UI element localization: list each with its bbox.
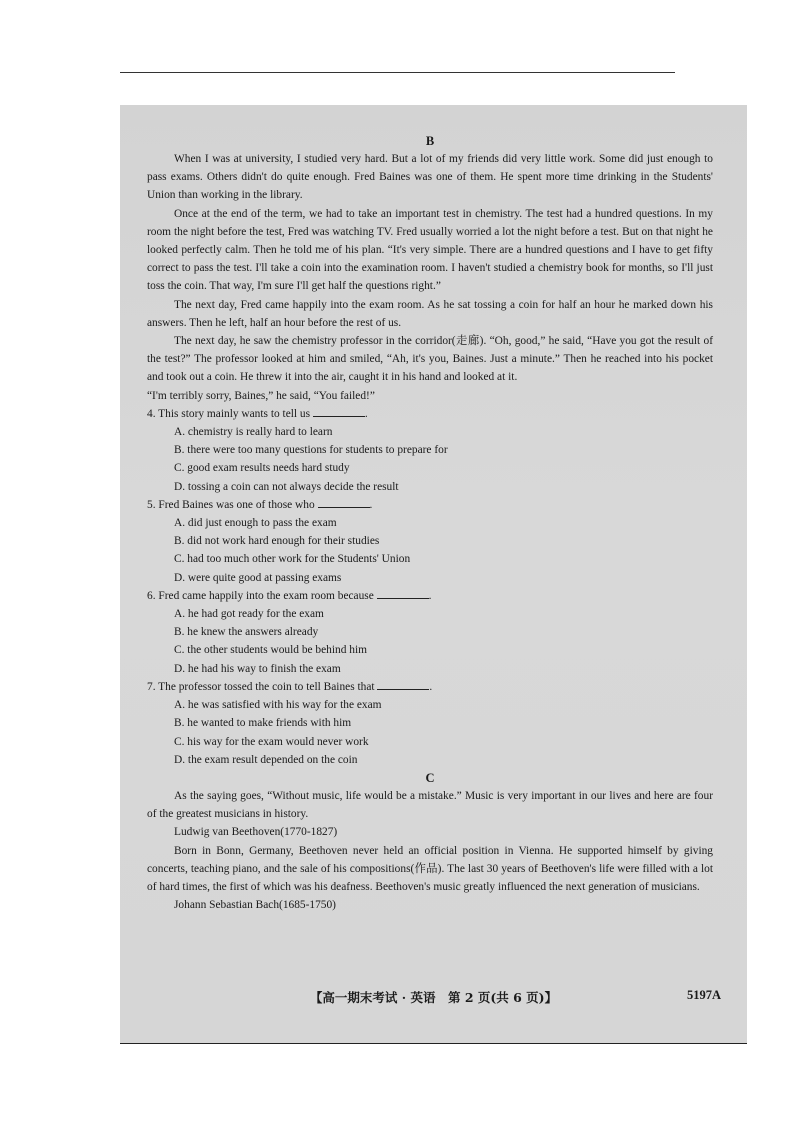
footer-paper-code: 5197A [686,988,721,1002]
section-b-heading: B [425,134,435,148]
passage-b-paragraph-1: When I was at university, I studied very hard. But a lot of my friends did very little work. Some did just enough to pass exams. Others didn't do quite enough. Fred Baines was one of them. He spent more time drinking in the Students' Union than working in the library. [147,153,713,202]
answer-blank [318,497,370,508]
page-footer [120,988,747,1008]
option-b: B. there were too many questions for students to prepare for [174,444,448,457]
passage-b-last-line: “I'm terribly sorry, Baines,” he said, “You failed!” [147,389,375,402]
option-d: D. were quite good at passing exams [174,571,342,584]
option-c: C. his way for the exam would never work [174,735,369,748]
musician-1-text: Born in Bonn, Germany, Beethoven never held an official position in Vienna. He supported himself by giving concerts, teaching piano, and the sale of his compositions(作品). The last 30 years of Beethoven's life were filled with a lot of hard times, the first of which was his deafness. Beethoven's music greatly influenced the next generation of musicians. [147,844,713,893]
option-a: A. chemistry is really hard to learn [174,426,333,439]
question-stem: 5. Fred Baines was one of those who . [147,498,373,511]
question-4 [147,405,713,496]
answer-blank [377,588,429,599]
option-d: D. he had his way to finish the exam [174,662,341,675]
footer-page-info: 【高一期末考试 · 英语 第 2 页(共 6 页)】 [309,990,558,1005]
option-a: A. he had got ready for the exam [174,608,324,621]
option-b: B. he wanted to make friends with him [174,717,352,730]
question-stem: 4. This story mainly wants to tell us . [147,407,368,420]
answer-blank [377,679,429,690]
option-d: D. the exam result depended on the coin [174,753,358,766]
option-a: A. he was satisfied with his way for the exam [174,699,382,712]
option-a: A. did just enough to pass the exam [174,517,337,530]
passage-b-paragraph-3: The next day, Fred came happily into the exam room. As he sat tossing a coin for half an hour he marked down his answers. Then he left, half an hour before the rest of us. [147,298,713,329]
question-6 [147,587,713,678]
musician-2-name: Johann Sebastian Bach(1685-1750) [174,899,336,912]
passage-b-paragraph-2: Once at the end of the term, we had to take an important test in chemistry. The test had a hundred questions. In my room the night before the test, Fred was watching TV. Fred usually worried a lot the night before a test. But on that night he looked perfectly calm. Then he told me of his plan. “It's very simple. There are a hundred questions and I have to get fifty correct to pass the test. I'll take a coin into the examination room. I haven't studied a chemistry book for months, so I'll just toss the coin. That way, I'm sure I'll get half the questions right.” [147,207,713,293]
option-c: C. had too much other work for the Students' Union [174,553,411,566]
option-c: C. the other students would be behind him [174,644,367,657]
option-d: D. tossing a coin can not always decide the result [174,480,399,493]
option-c: C. good exam results needs hard study [174,462,350,475]
question-stem: 6. Fred came happily into the exam room because . [147,589,432,602]
scanned-page [120,105,747,1043]
sheet-bottom-edge [120,1043,747,1044]
option-b: B. did not work hard enough for their studies [174,535,380,548]
question-stem: 7. The professor tossed the coin to tell Baines that . [147,680,433,693]
page-content [147,132,713,914]
musician-1-name: Ludwig van Beethoven(1770-1827) [174,826,338,839]
header-rule [120,72,675,73]
answer-blank [313,406,365,417]
passage-b-paragraph-4: The next day, he saw the chemistry professor in the corridor(走廊). “Oh, good,” he said, “Have you got the result of the test?” The professor looked at him and smiled, “Ah, it's you, Baines. Just a minute.” Then he reached into his pocket and took out a coin. He threw it into the air, caught it in his hand and looked at it. [147,335,713,384]
question-5 [147,496,713,587]
question-7 [147,678,713,769]
passage-c-intro: As the saying goes, “Without music, life would be a mistake.” Music is very important in our lives and here are four of the greatest musicians in history. [147,789,713,821]
section-c-heading: C [425,770,435,785]
option-b: B. he knew the answers already [174,626,319,639]
